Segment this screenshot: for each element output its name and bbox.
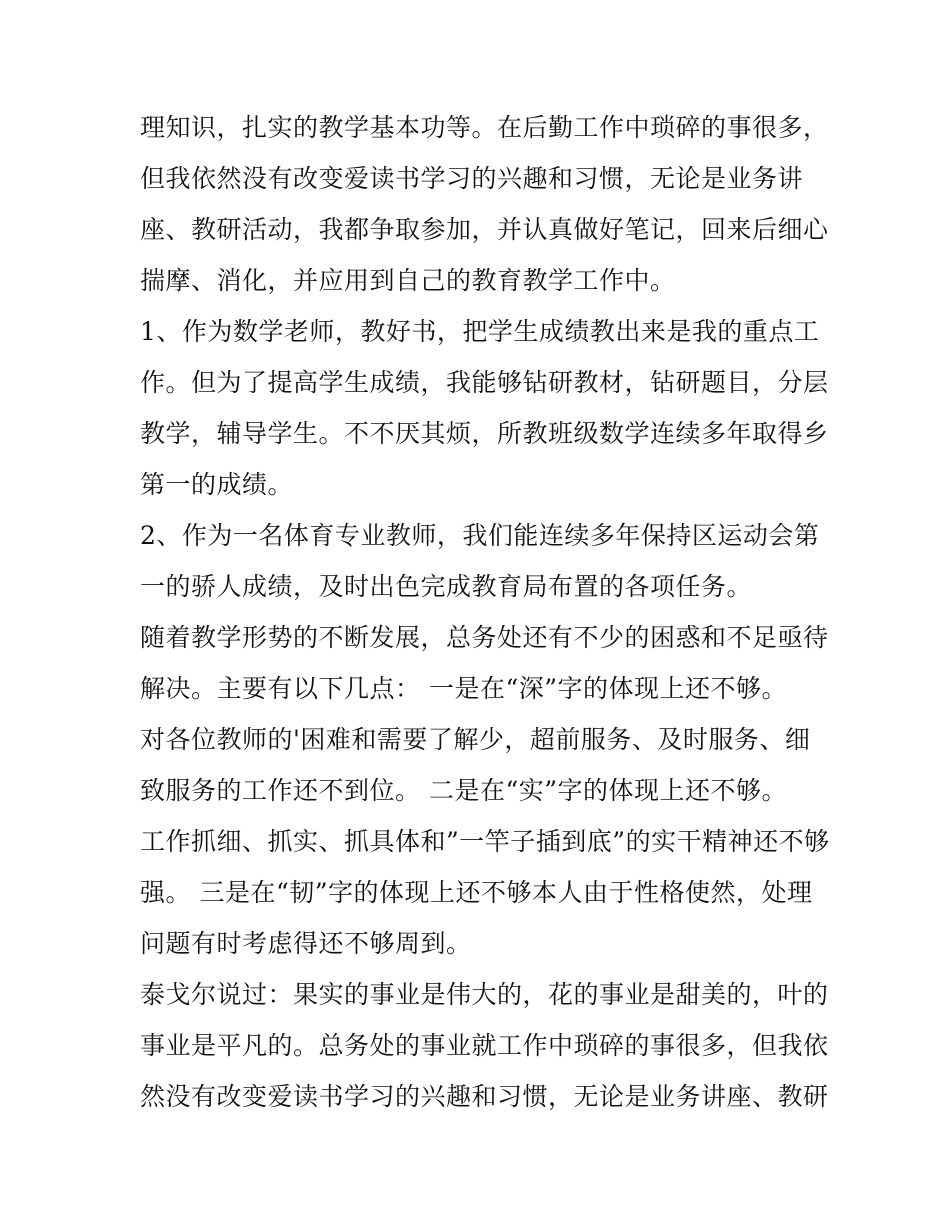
text-line: 揣摩、消化，并应用到自己的教育教学工作中。 bbox=[140, 266, 676, 295]
text-line: 作。但为了提高学生成绩，我能够钻研教材，钻研题目，分层 bbox=[140, 368, 829, 397]
text-line: 然没有改变爱读书学习的兴趣和习惯，无论是业务讲座、教研 bbox=[140, 1082, 829, 1111]
text-line: 但我依然没有改变爱读书学习的兴趣和习惯，无论是业务讲 bbox=[140, 164, 804, 193]
text-line: 座、教研活动，我都争取参加，并认真做好笔记，回来后细心 bbox=[140, 215, 829, 244]
text-line: 一的骄人成绩，及时出色完成教育局布置的各项任务。 bbox=[140, 572, 753, 601]
document-body bbox=[140, 102, 830, 1122]
text-line: 强。 三是在“韧”字的体现上还不够本人由于性格使然，处理 bbox=[140, 878, 813, 907]
text-line: 第一的成绩。 bbox=[140, 470, 294, 499]
text-line: 教学，辅导学生。不不厌其烦，所教班级数学连续多年取得乡 bbox=[140, 419, 829, 448]
text-line: 解决。主要有以下几点： 一是在“深”字的体现上还不够。 bbox=[140, 674, 788, 703]
text-line: 对各位教师的'困难和需要了解少，超前服务、及时服务、细 bbox=[140, 725, 811, 754]
text-line: 问题有时考虑得还不够周到。 bbox=[140, 929, 472, 958]
text-line: 泰戈尔说过：果实的事业是伟大的，花的事业是甜美的，叶的 bbox=[140, 980, 829, 1009]
text-line: 理知识，扎实的教学基本功等。在后勤工作中琐碎的事很多， bbox=[140, 113, 829, 142]
text-line: 1、作为数学老师，教好书，把学生成绩教出来是我的重点工 bbox=[140, 317, 820, 346]
text-line: 随着教学形势的不断发展，总务处还有不少的困惑和不足亟待 bbox=[140, 623, 829, 652]
text-line: 事业是平凡的。总务处的事业就工作中琐碎的事很多，但我依 bbox=[140, 1031, 829, 1060]
text-line: 2、作为一名体育专业教师，我们能连续多年保持区运动会第 bbox=[140, 521, 820, 550]
text-line: 工作抓细、抓实、抓具体和”一竿子插到底”的实干精神还不够 bbox=[140, 827, 830, 856]
text-line: 致服务的工作还不到位。 二是在“实”字的体现上还不够。 bbox=[140, 776, 788, 805]
